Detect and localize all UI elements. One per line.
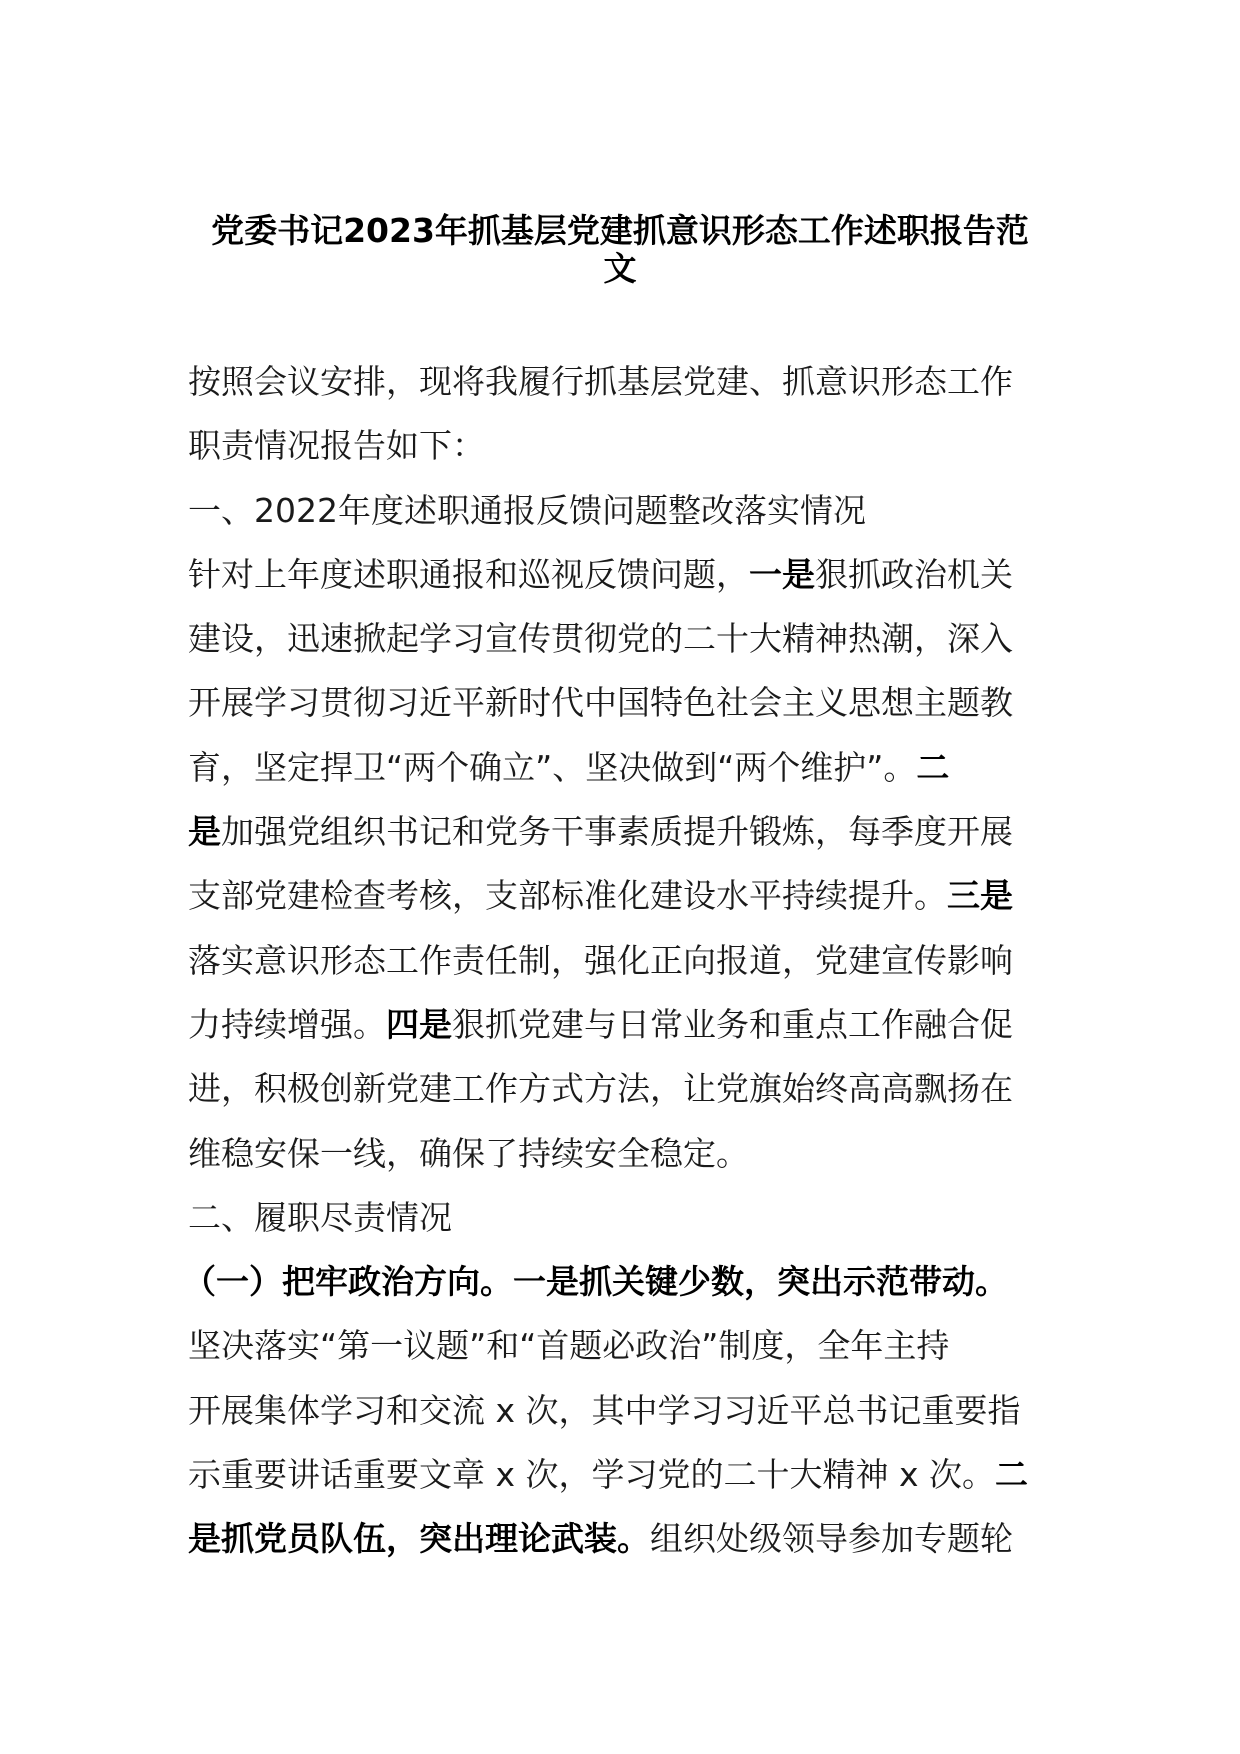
emphasis-text: 三是 [947, 876, 1013, 916]
document-body [183, 350, 1048, 1572]
emphasis-text: 是抓党员队伍，突出理论武装。 [188, 1519, 650, 1559]
emphasis-text: 一是 [749, 554, 815, 594]
text-run: 狠抓政治机关 [815, 554, 1013, 594]
emphasis-text: 是 [188, 812, 221, 852]
document-title-continued: 文 [603, 249, 637, 288]
paragraph-line [188, 736, 1048, 800]
paragraph-line [188, 864, 1048, 928]
text-run: 力持续增强。 [188, 1004, 386, 1044]
subsection-heading: （一）把牢政治方向。一是抓关键少数，突出示范带动。 [183, 1262, 1008, 1302]
document-title: 党委书记2023年抓基层党建抓意识形态工作述职报告范 [211, 211, 1029, 250]
emphasis-text: 四是 [386, 1004, 452, 1044]
text-run: 支部党建检查考核，支部标准化建设水平持续提升。 [188, 876, 947, 916]
paragraph-line: 进，积极创新党建工作方式方法，让党旗始终高高飘扬在 [188, 1069, 1013, 1109]
paragraph-line: 维稳安保一线，确保了持续安全稳定。 [188, 1133, 749, 1173]
paragraph-line: 开展学习贯彻习近平新时代中国特色社会主义思想主题教 [188, 683, 1013, 723]
paragraph-line: 开展集体学习和交流 x 次，其中学习习近平总书记重要指 [188, 1390, 1021, 1430]
paragraph-line: 坚决落实“第一议题”和“首题必政治”制度，全年主持 [188, 1326, 950, 1366]
emphasis-text: 二 [916, 747, 950, 787]
paragraph-line [188, 1507, 1048, 1571]
intro-line: 按照会议安排，现将我履行抓基层党建、抓意识形态工作 [188, 362, 1013, 401]
text-run: 加强党组织书记和党务干事素质提升锻炼，每季度开展 [221, 812, 1013, 852]
paragraph-line [188, 800, 1048, 864]
paragraph-line: 建设，迅速掀起学习宣传贯彻党的二十大精神热潮，深入 [188, 619, 1013, 659]
text-run: 针对上年度述职通报和巡视反馈问题， [188, 554, 749, 594]
paragraph-line: 落实意识形态工作责任制，强化正向报道，党建宣传影响 [188, 940, 1013, 980]
text-run: 狠抓党建与日常业务和重点工作融合促 [452, 1004, 1013, 1044]
text-run: 组织处级领导参加专题轮 [650, 1519, 1013, 1559]
text-run: 示重要讲话重要文章 x 次，学习党的二十大精神 x 次。 [188, 1455, 996, 1495]
paragraph-line [188, 543, 1048, 607]
emphasis-text: 二 [995, 1455, 1029, 1495]
text-run: 育，坚定捍卫“两个确立”、坚决做到“两个维护”。 [188, 747, 917, 787]
section-heading: 二、履职尽责情况 [188, 1197, 452, 1237]
paragraph-line [188, 1443, 1048, 1507]
intro-line: 职责情况报告如下： [188, 426, 485, 466]
paragraph-line [188, 993, 1048, 1057]
section-heading: 一、2022年度述职通报反馈问题整改落实情况 [188, 490, 866, 530]
